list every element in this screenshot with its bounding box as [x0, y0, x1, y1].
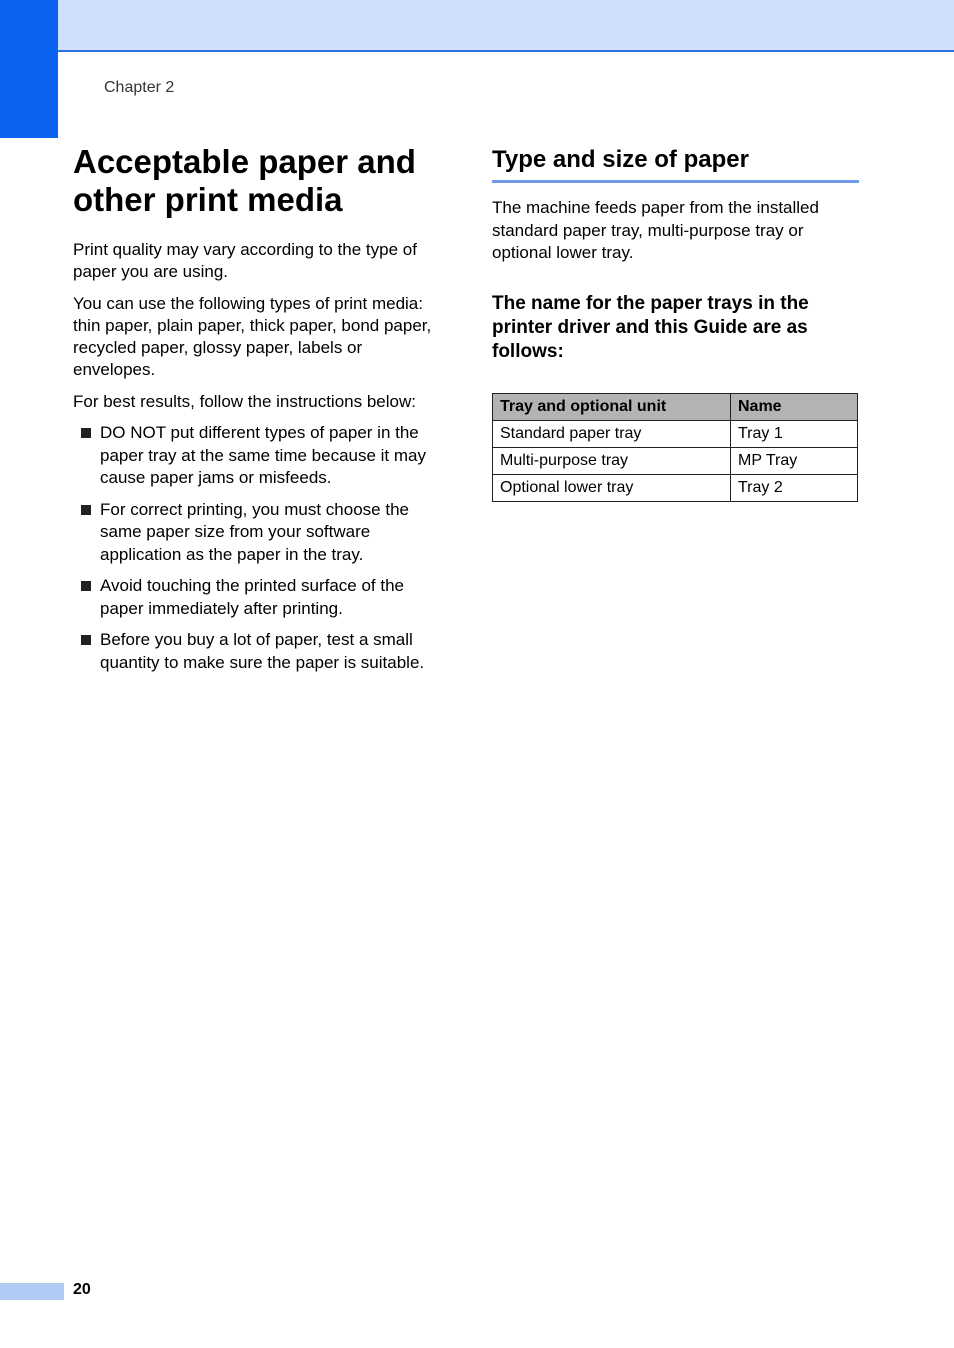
square-bullet-icon: [81, 505, 91, 515]
list-item: [73, 575, 443, 620]
intro-paragraph-3: For best results, follow the instructions below:: [73, 392, 416, 411]
table-cell: Standard paper tray: [493, 420, 731, 447]
list-item: [73, 499, 443, 567]
header-band: [0, 0, 954, 52]
table-cell: Optional lower tray: [493, 474, 731, 501]
footer-bar: [0, 1283, 64, 1300]
table-cell: MP Tray: [731, 447, 858, 474]
list-item-text: For correct printing, you must choose the same paper size from your software application as the paper in the tray.: [100, 499, 409, 564]
square-bullet-icon: [81, 581, 91, 591]
instruction-list: [73, 422, 443, 674]
list-item-text: Avoid touching the printed surface of the paper immediately after printing.: [100, 576, 404, 618]
table-row: [493, 474, 858, 501]
chapter-label: Chapter 2: [104, 79, 175, 96]
table-header-row: [493, 393, 858, 420]
chapter-tab: [0, 0, 58, 138]
tray-names-table: [492, 393, 858, 502]
table-cell: Tray 1: [731, 420, 858, 447]
left-column: [73, 239, 443, 683]
section-paragraph: The machine feeds paper from the installed standard paper tray, multi-purpose tray or optional lower tray.: [492, 198, 819, 262]
table-row: [493, 447, 858, 474]
table-row: [493, 420, 858, 447]
right-column: [492, 145, 859, 502]
list-item: [73, 422, 443, 490]
list-item: [73, 629, 443, 674]
table-cell: Tray 2: [731, 474, 858, 501]
section-heading: Type and size of paper: [492, 145, 859, 183]
table-cell: Multi-purpose tray: [493, 447, 731, 474]
square-bullet-icon: [81, 635, 91, 645]
list-item-text: Before you buy a lot of paper, test a small quantity to make sure the paper is suitable.: [100, 630, 425, 672]
column-header-name: Name: [731, 393, 858, 420]
subheading: The name for the paper trays in the printer driver and this Guide are as follows:: [492, 292, 809, 362]
list-item-text: DO NOT put different types of paper in the paper tray at the same time because it may cause paper jams or misfeeds.: [100, 423, 426, 487]
column-header-tray: Tray and optional unit: [493, 393, 731, 420]
intro-paragraph-2: You can use the following types of print media: thin paper, plain paper, thick paper, bond paper, recycled paper, glossy paper, labels or envelopes.: [73, 294, 432, 379]
page-number: 20: [73, 1281, 91, 1298]
intro-paragraph-1: Print quality may vary according to the type of paper you are using.: [73, 240, 417, 281]
square-bullet-icon: [81, 428, 91, 438]
page-title: Acceptable paper and other print media: [73, 143, 416, 218]
